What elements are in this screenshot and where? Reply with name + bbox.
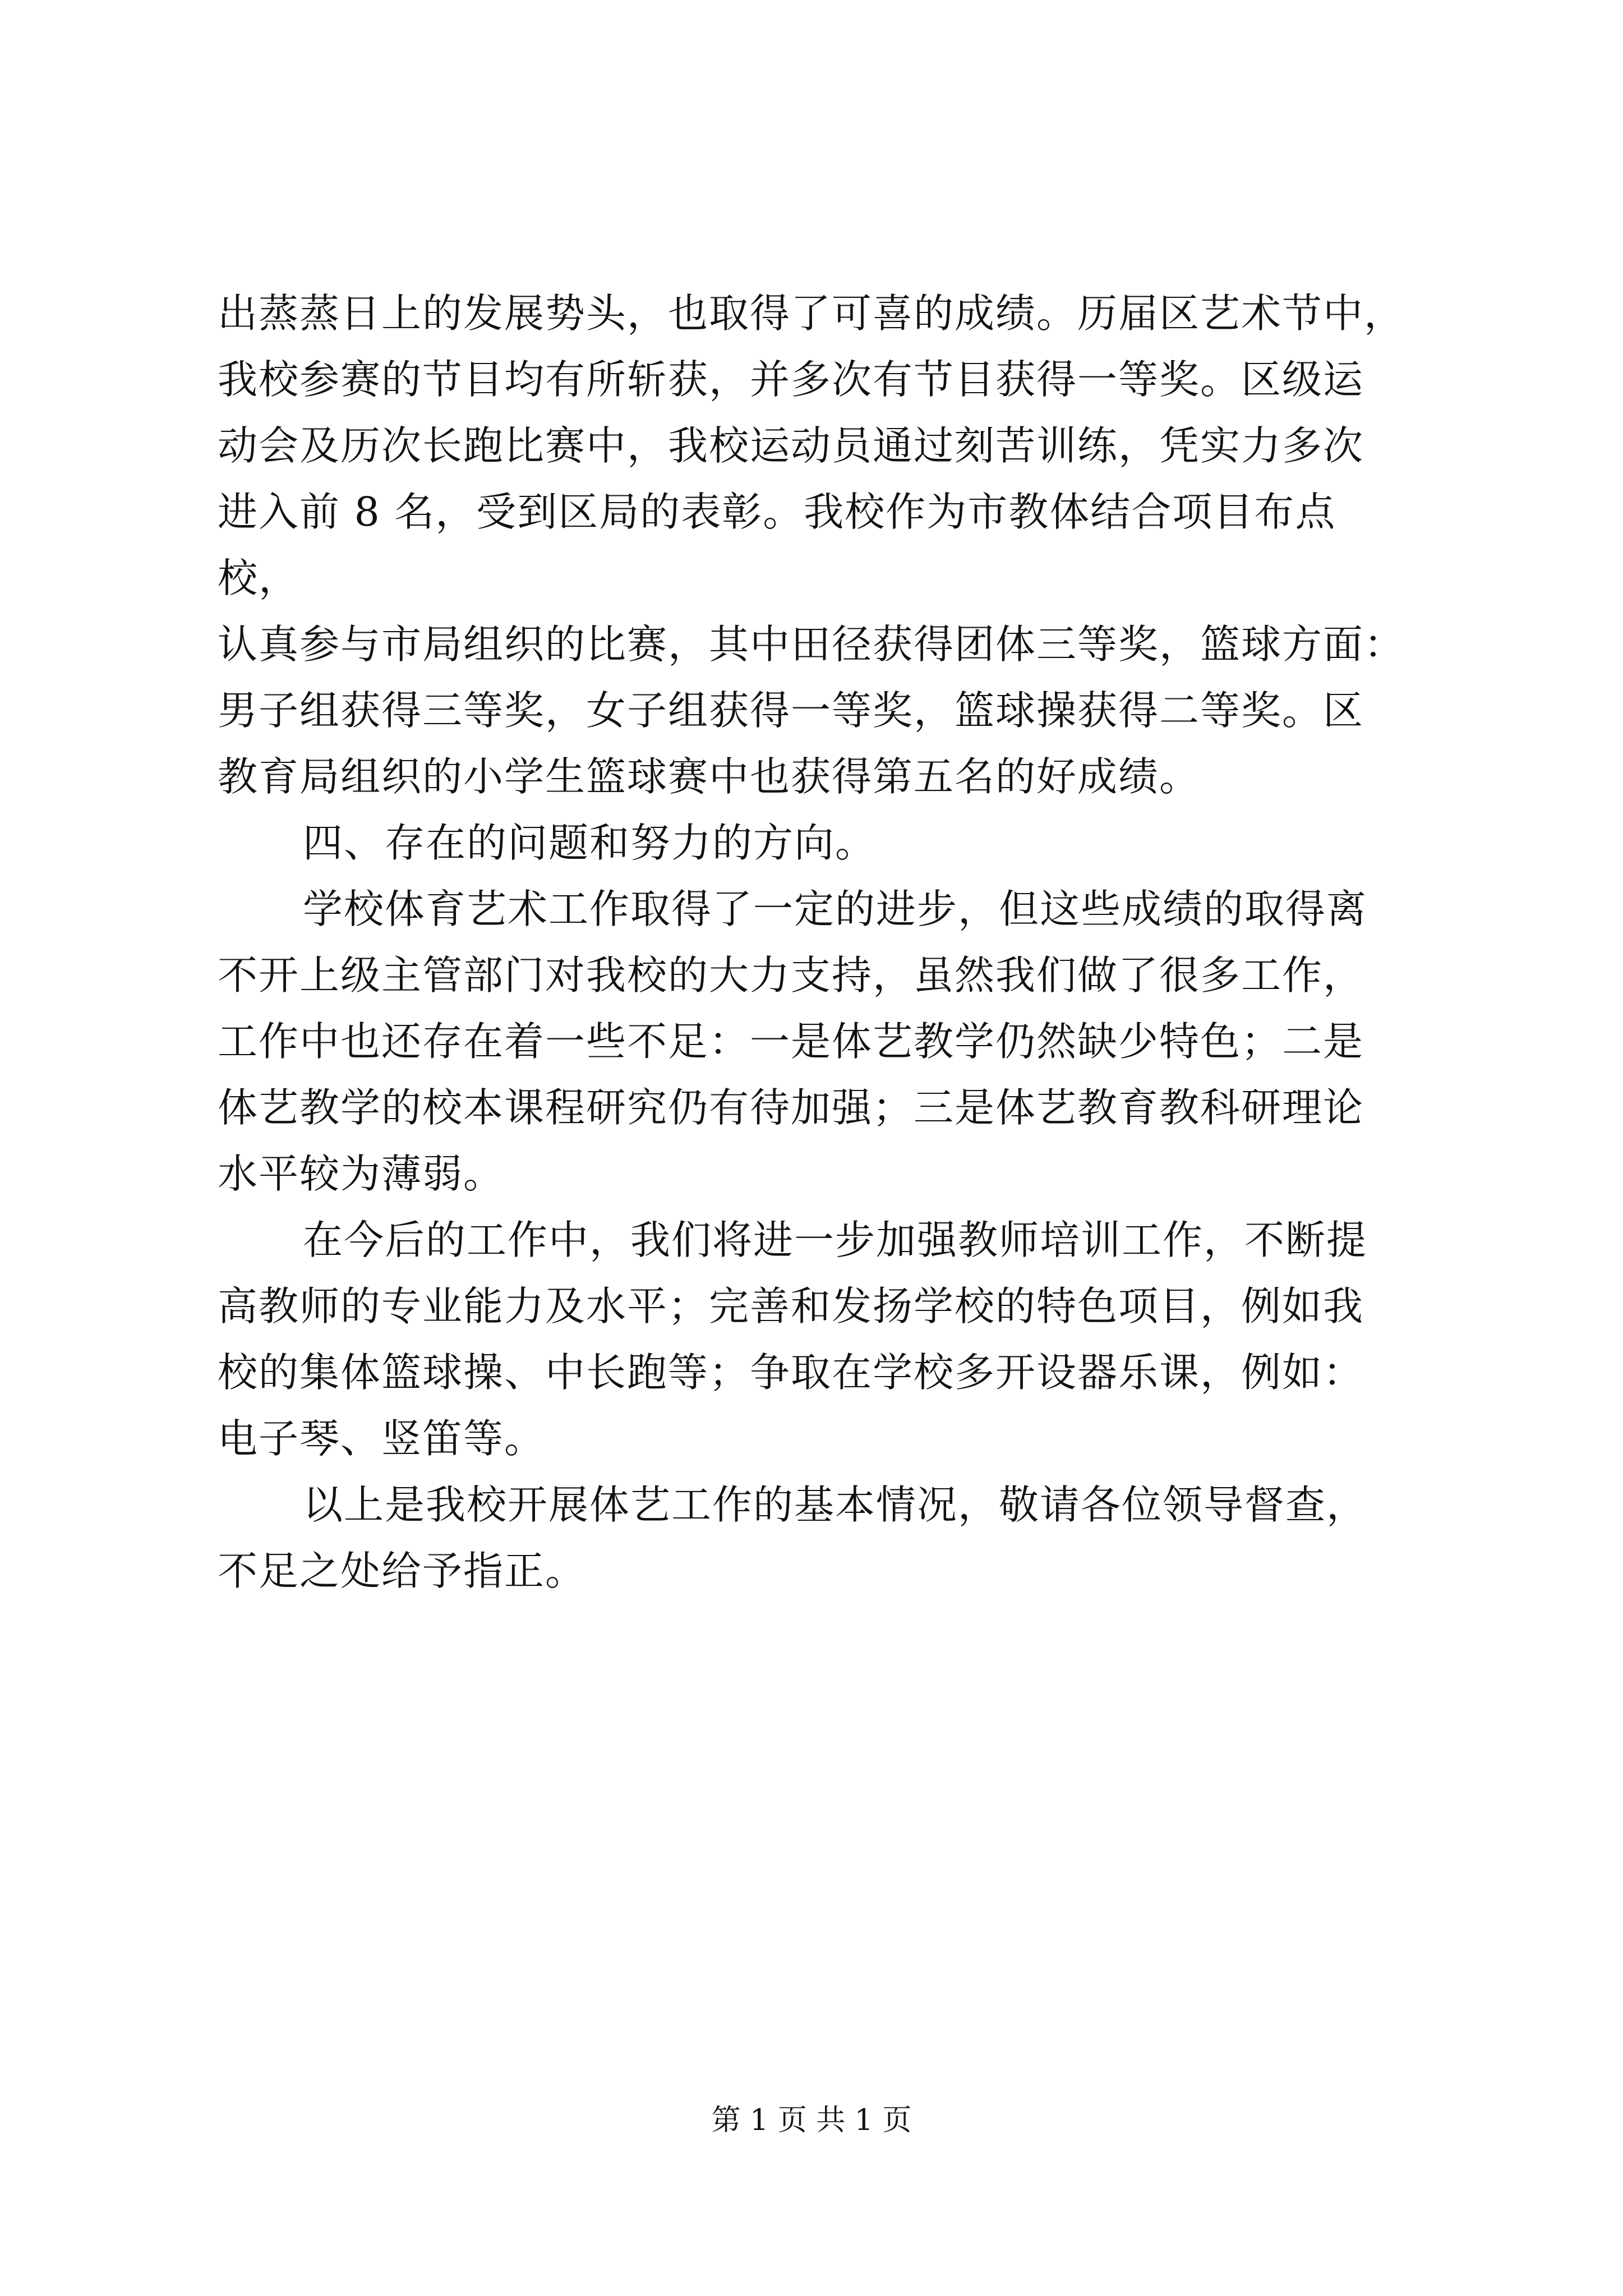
text-line: 我校参赛的节目均有所斩获，并多次有节目获得一等奖。区级运 bbox=[218, 356, 1364, 403]
text-line: 以上是我校开展体艺工作的基本情况，敬请各位领导督查， bbox=[303, 1481, 1368, 1528]
text-line: 体艺教学的校本课程研究仍有待加强；三是体艺教育教科研理论 bbox=[218, 1084, 1364, 1131]
text-line: 学校体育艺术工作取得了一定的进步，但这些成绩的取得离 bbox=[303, 886, 1368, 932]
paragraph-problems bbox=[218, 876, 1418, 1207]
text-line: 四、存在的问题和努力的方向。 bbox=[303, 820, 877, 866]
text-line: 工作中也还存在着一些不足：一是体艺教学仍然缺少特色；二是 bbox=[218, 1018, 1364, 1065]
text-line: 男子组获得三等奖，女子组获得一等奖，篮球操获得二等奖。区 bbox=[218, 687, 1364, 734]
page-footer bbox=[0, 2101, 1623, 2140]
text-line: 不开上级主管部门对我校的大力支持，虽然我们做了很多工作， bbox=[218, 952, 1364, 999]
text-line: 教育局组织的小学生篮球赛中也获得第五名的好成绩。 bbox=[218, 753, 1201, 800]
document-body bbox=[218, 280, 1418, 1604]
text-line: 认真参与市局组织的比赛，其中田径获得团体三等奖，篮球方面： bbox=[218, 621, 1405, 668]
text-line: 校的集体篮球操、中长跑等；争取在学校多开设器乐课，例如： bbox=[218, 1349, 1364, 1396]
section-heading bbox=[218, 810, 1418, 876]
paragraph-future-work bbox=[218, 1207, 1418, 1472]
paragraph-closing bbox=[218, 1472, 1418, 1604]
text-line: 高教师的专业能力及水平；完善和发扬学校的特色项目，例如我 bbox=[218, 1283, 1364, 1329]
text-line: 进入前 8 名，受到区局的表彰。我校作为市教体结合项目布点校， bbox=[218, 489, 1336, 601]
text-line: 动会及历次长跑比赛中，我校运动员通过刻苦训练，凭实力多次 bbox=[218, 422, 1364, 469]
text-line: 电子琴、竖笛等。 bbox=[218, 1415, 546, 1462]
text-line: 水平较为薄弱。 bbox=[218, 1151, 505, 1197]
text-line: 出蒸蒸日上的发展势头，也取得了可喜的成绩。历届区艺术节中， bbox=[218, 290, 1405, 337]
text-line: 不足之处给予指正。 bbox=[218, 1548, 587, 1594]
text-line: 在今后的工作中，我们将进一步加强教师培训工作，不断提 bbox=[303, 1217, 1368, 1263]
paragraph-achievements bbox=[218, 280, 1418, 810]
page-number-label: 第 1 页 共 1 页 bbox=[711, 2104, 912, 2137]
